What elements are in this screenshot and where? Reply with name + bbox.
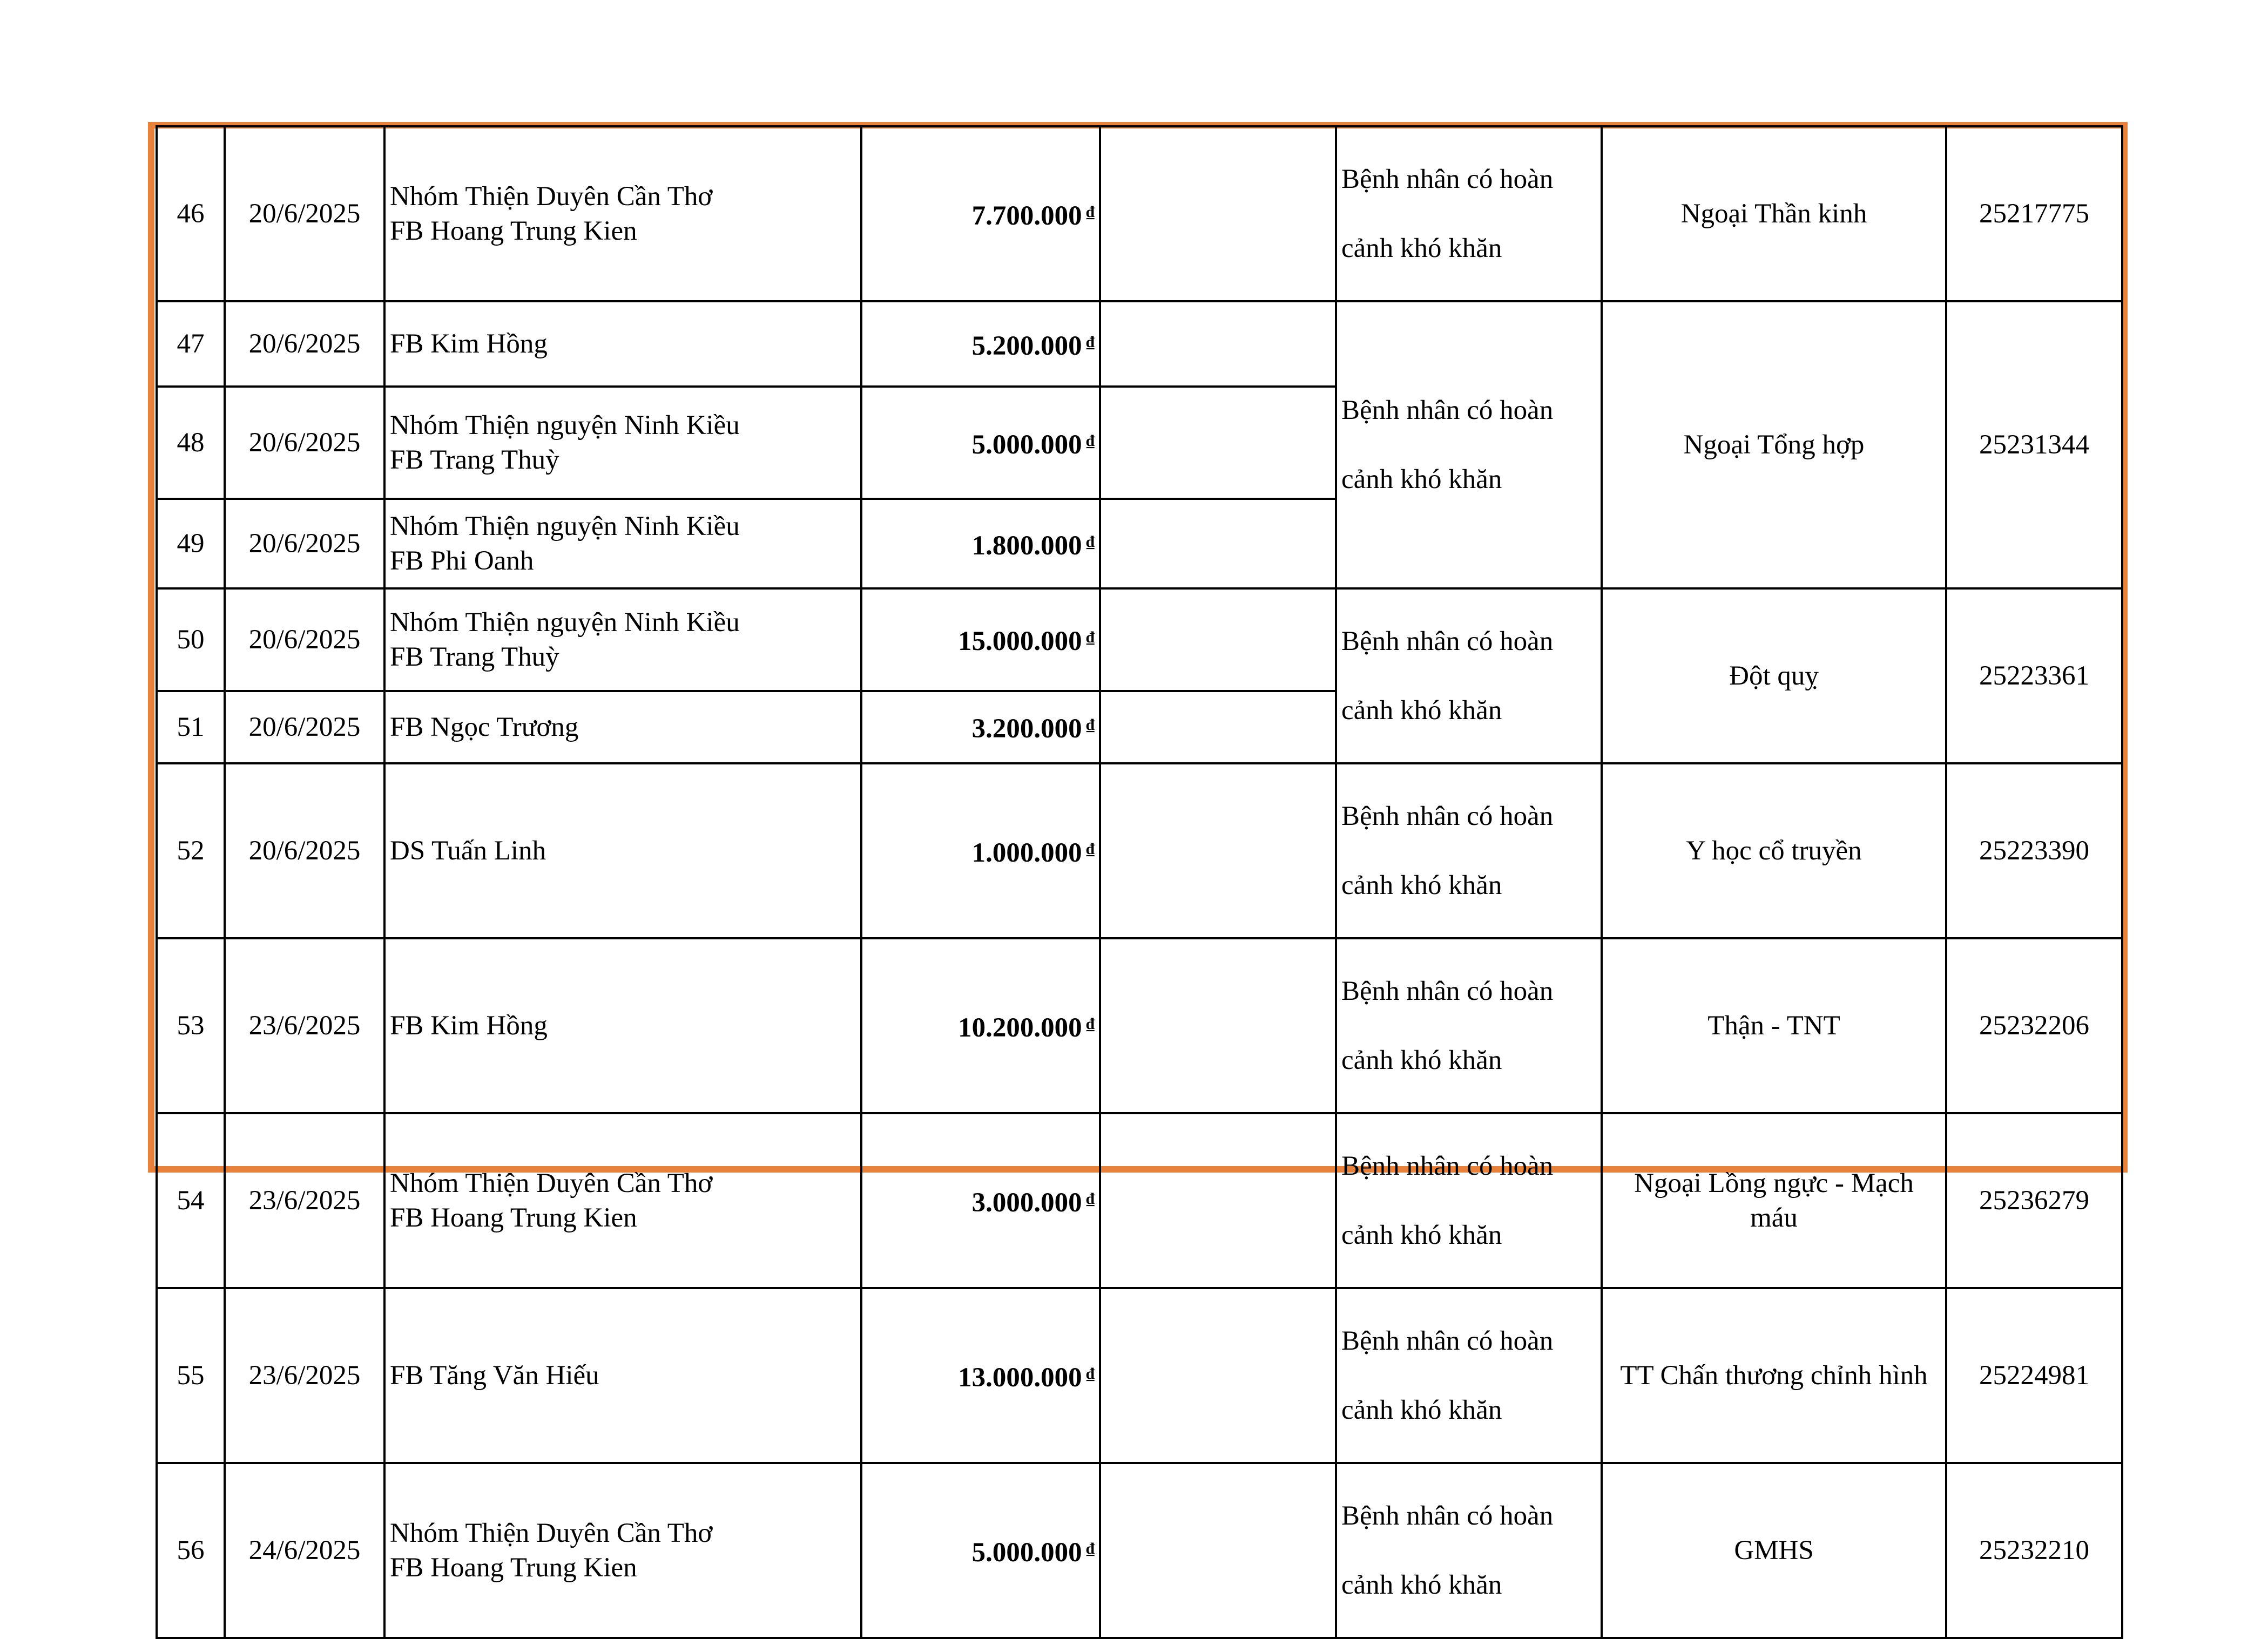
currency-symbol: ₫	[1086, 1189, 1095, 1208]
amount-value: 1.800.000	[971, 530, 1082, 561]
empty-cell	[1100, 691, 1336, 763]
donation-date: 20/6/2025	[225, 763, 384, 938]
donation-amount	[861, 387, 1100, 499]
purpose-line: cảnh khó khăn	[1341, 1045, 1502, 1075]
purpose-line: cảnh khó khăn	[1341, 1395, 1502, 1425]
donation-date: 20/6/2025	[225, 126, 384, 301]
donor-line: Nhóm Thiện nguyện Ninh Kiều	[390, 410, 740, 441]
purpose-line: Bệnh nhân có hoàn	[1341, 1151, 1554, 1181]
department-cell: Đột quỵ	[1602, 588, 1946, 763]
row-number: 46	[157, 126, 225, 301]
purpose-cell	[1336, 938, 1602, 1113]
donation-date: 20/6/2025	[225, 588, 384, 691]
donor-name	[384, 126, 861, 301]
donor-line: FB Hoang Trung Kien	[390, 1553, 637, 1583]
row-number: 55	[157, 1288, 225, 1463]
donor-line: Nhóm Thiện Duyên Cần Thơ	[390, 1168, 713, 1198]
donation-amount	[861, 691, 1100, 763]
donor-line: FB Hoang Trung Kien	[390, 216, 637, 246]
department-cell: TT Chấn thương chỉnh hình	[1602, 1288, 1946, 1463]
donor-name	[384, 301, 861, 387]
donor-name	[384, 763, 861, 938]
donation-date: 23/6/2025	[225, 938, 384, 1113]
empty-cell	[1100, 387, 1336, 499]
donor-line: FB Ngọc Trương	[390, 712, 579, 742]
patient-code: 25217775	[1946, 126, 2122, 301]
department-cell: Y học cổ truyền	[1602, 763, 1946, 938]
currency-symbol: ₫	[1086, 532, 1095, 551]
donation-date: 20/6/2025	[225, 387, 384, 499]
currency-symbol: ₫	[1086, 716, 1095, 734]
currency-symbol: ₫	[1086, 1014, 1095, 1033]
donation-amount	[861, 1463, 1100, 1638]
patient-code: 25224981	[1946, 1288, 2122, 1463]
donor-line: FB Tăng Văn Hiếu	[390, 1360, 599, 1391]
donation-amount	[861, 763, 1100, 938]
donation-amount	[861, 301, 1100, 387]
purpose-line: cảnh khó khăn	[1341, 1570, 1502, 1600]
purpose-cell	[1336, 763, 1602, 938]
empty-cell	[1100, 1113, 1336, 1288]
purpose-cell	[1336, 1113, 1602, 1288]
empty-cell	[1100, 938, 1336, 1113]
donation-amount	[861, 126, 1100, 301]
donor-line: Nhóm Thiện nguyện Ninh Kiều	[390, 607, 740, 638]
donation-date: 20/6/2025	[225, 301, 384, 387]
donation-table	[156, 125, 2123, 1639]
purpose-cell	[1336, 1463, 1602, 1638]
amount-value: 3.200.000	[971, 714, 1082, 744]
table-row	[157, 588, 2122, 691]
purpose-line: Bệnh nhân có hoàn	[1341, 626, 1554, 656]
donor-line: FB Phi Oanh	[390, 546, 534, 576]
donor-name	[384, 691, 861, 763]
currency-symbol: ₫	[1086, 333, 1095, 351]
purpose-line: Bệnh nhân có hoàn	[1341, 1326, 1554, 1356]
empty-cell	[1100, 499, 1336, 588]
row-number: 48	[157, 387, 225, 499]
donor-line: FB Kim Hồng	[390, 1011, 548, 1041]
purpose-line: Bệnh nhân có hoàn	[1341, 801, 1554, 831]
table-row	[157, 763, 2122, 938]
amount-value: 15.000.000	[958, 626, 1082, 657]
donor-name	[384, 938, 861, 1113]
currency-symbol: ₫	[1086, 628, 1095, 647]
amount-value: 5.000.000	[971, 1537, 1082, 1568]
table-row	[157, 1288, 2122, 1463]
empty-cell	[1100, 763, 1336, 938]
currency-symbol: ₫	[1086, 1364, 1095, 1383]
empty-cell	[1100, 126, 1336, 301]
donor-line: Nhóm Thiện Duyên Cần Thơ	[390, 181, 713, 212]
empty-cell	[1100, 1463, 1336, 1638]
donor-line: Nhóm Thiện nguyện Ninh Kiều	[390, 511, 740, 541]
table-row	[157, 1463, 2122, 1638]
donor-line: Nhóm Thiện Duyên Cần Thơ	[390, 1518, 713, 1548]
row-number: 50	[157, 588, 225, 691]
donor-line: FB Trang Thuỳ	[390, 445, 559, 475]
purpose-cell	[1336, 1288, 1602, 1463]
purpose-line: cảnh khó khăn	[1341, 695, 1502, 726]
donation-date: 23/6/2025	[225, 1288, 384, 1463]
row-number: 47	[157, 301, 225, 387]
purpose-line: Bệnh nhân có hoàn	[1341, 976, 1554, 1006]
purpose-cell	[1336, 126, 1602, 301]
donation-amount	[861, 1288, 1100, 1463]
currency-symbol: ₫	[1086, 1539, 1095, 1557]
table-row	[157, 938, 2122, 1113]
amount-value: 5.000.000	[971, 429, 1082, 460]
donor-name	[384, 1463, 861, 1638]
patient-code: 25232210	[1946, 1463, 2122, 1638]
amount-value: 7.700.000	[971, 200, 1082, 231]
row-number: 54	[157, 1113, 225, 1288]
donor-line: FB Hoang Trung Kien	[390, 1203, 637, 1233]
department-cell: Ngoại Thần kinh	[1602, 126, 1946, 301]
row-number: 49	[157, 499, 225, 588]
purpose-cell	[1336, 588, 1602, 763]
amount-value: 1.000.000	[971, 837, 1082, 868]
purpose-cell	[1336, 301, 1602, 588]
donation-amount	[861, 588, 1100, 691]
donor-name	[384, 387, 861, 499]
donor-line: FB Trang Thuỳ	[390, 641, 559, 672]
amount-value: 3.000.000	[971, 1187, 1082, 1218]
department-cell: Ngoại Tổng hợp	[1602, 301, 1946, 588]
department-cell: Thận - TNT	[1602, 938, 1946, 1113]
purpose-line: cảnh khó khăn	[1341, 870, 1502, 900]
donor-name	[384, 1113, 861, 1288]
table-row	[157, 1113, 2122, 1288]
currency-symbol: ₫	[1086, 431, 1095, 450]
purpose-line: Bệnh nhân có hoàn	[1341, 395, 1554, 425]
purpose-line: cảnh khó khăn	[1341, 464, 1502, 495]
donation-amount	[861, 499, 1100, 588]
donation-date: 23/6/2025	[225, 1113, 384, 1288]
patient-code: 25223390	[1946, 763, 2122, 938]
purpose-line: Bệnh nhân có hoàn	[1341, 1501, 1554, 1531]
donation-date: 20/6/2025	[225, 499, 384, 588]
empty-cell	[1100, 301, 1336, 387]
donor-name	[384, 1288, 861, 1463]
patient-code: 25236279	[1946, 1113, 2122, 1288]
empty-cell	[1100, 588, 1336, 691]
donor-line: DS Tuấn Linh	[390, 836, 546, 866]
empty-cell	[1100, 1288, 1336, 1463]
donation-amount	[861, 938, 1100, 1113]
amount-value: 13.000.000	[958, 1362, 1082, 1393]
patient-code: 25232206	[1946, 938, 2122, 1113]
purpose-line: cảnh khó khăn	[1341, 233, 1502, 263]
amount-value: 10.200.000	[958, 1012, 1082, 1043]
patient-code: 25223361	[1946, 588, 2122, 763]
row-number: 52	[157, 763, 225, 938]
donation-amount	[861, 1113, 1100, 1288]
table-row	[157, 301, 2122, 387]
currency-symbol: ₫	[1086, 839, 1095, 858]
donor-name	[384, 499, 861, 588]
donation-date: 20/6/2025	[225, 691, 384, 763]
donor-name	[384, 588, 861, 691]
row-number: 53	[157, 938, 225, 1113]
donor-line: FB Kim Hồng	[390, 329, 548, 359]
purpose-line: cảnh khó khăn	[1341, 1220, 1502, 1250]
department-cell: Ngoại Lồng ngực - Mạch máu	[1602, 1113, 1946, 1288]
purpose-line: Bệnh nhân có hoàn	[1341, 164, 1554, 194]
donation-date: 24/6/2025	[225, 1463, 384, 1638]
table-row	[157, 126, 2122, 301]
patient-code: 25231344	[1946, 301, 2122, 588]
row-number: 51	[157, 691, 225, 763]
department-cell: GMHS	[1602, 1463, 1946, 1638]
amount-value: 5.200.000	[971, 330, 1082, 361]
currency-symbol: ₫	[1086, 202, 1095, 221]
row-number: 56	[157, 1463, 225, 1638]
